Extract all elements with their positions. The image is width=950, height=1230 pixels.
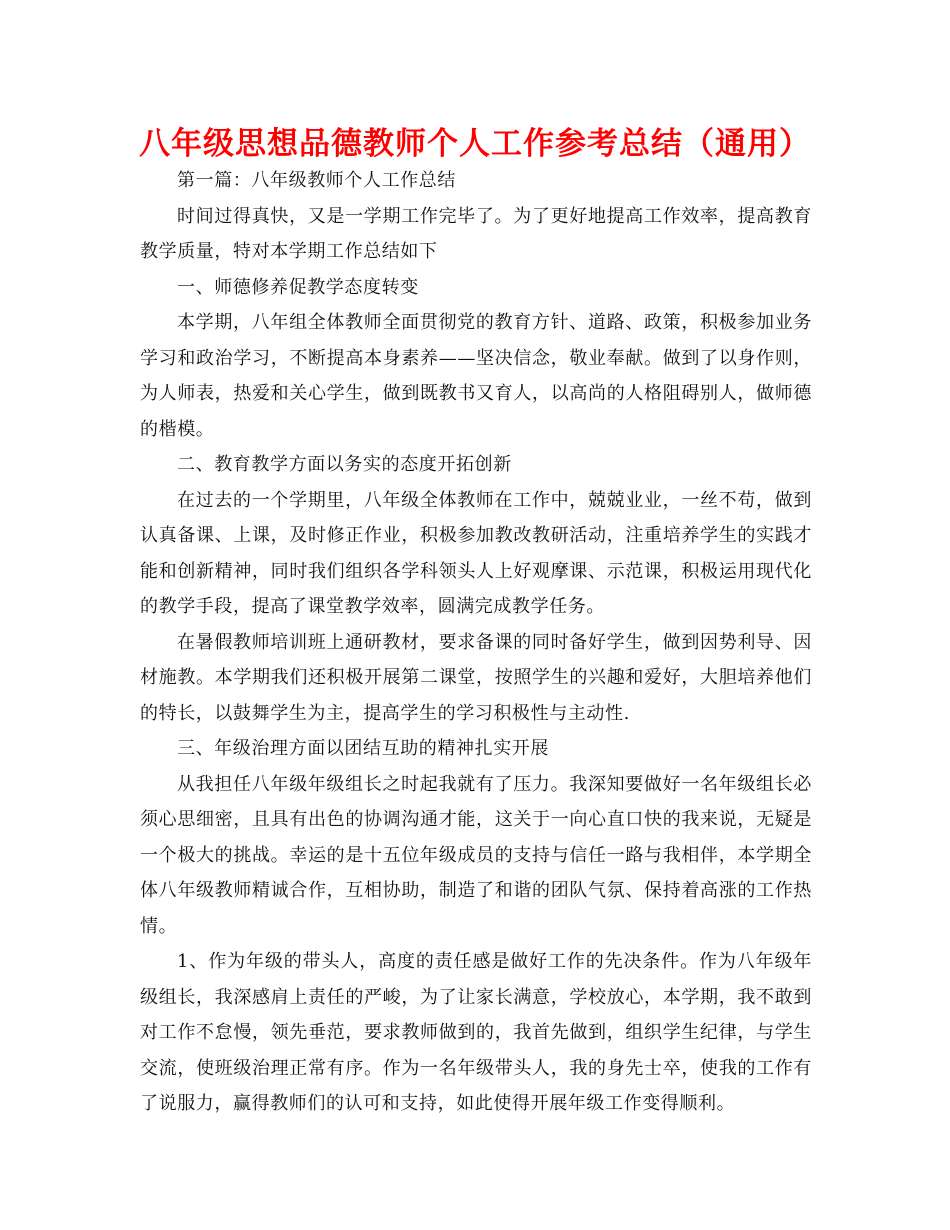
section-heading: 第一篇：八年级教师个人工作总结 (177, 170, 456, 191)
body-paragraph: 在暑假教师培训班上通研教材，要求备课的同时备好学生，做到因势利导、因材施教。本学期我们还积极开展第二课堂，按照学生的兴趣和爱好，大胆培养他们的特长，以鼓舞学生为主，提高学生的学习积极性与主动性. (140, 631, 812, 724)
body-paragraph: 本学期，八年组全体教师全面贯彻党的教育方针、道路、政策，积极参加业务学习和政治学习，不断提高本身素养——坚决信念，敬业奉献。做到了以身作则，为人师表，热爱和关心学生，做到既教书又育人，以高尚的人格阻碍别人，做师德的楷模。 (140, 312, 812, 440)
body-paragraph: 时间过得真快，又是一学期工作完毕了。为了更好地提高工作效率，提高教育教学质量，特对本学期工作总结如下 (140, 205, 812, 262)
section-heading: 一、师德修养促教学态度转变 (177, 276, 419, 298)
body-paragraph: 从我担任八年级年级组长之时起我就有了压力。我深知要做好一名年级组长必须心思细密，且具有出色的协调沟通才能，这关于一向心直口快的我来说，无疑是一个极大的挑战。幸运的是十五位年级成员的支持与信任一路与我相伴，本学期全体八年级教师精诚合作，互相协助，制造了和谐的团队气氛、保持着高涨的工作热情。 (140, 773, 812, 937)
document-title: 八年级思想品德教师个人工作参考总结（通用） (139, 126, 811, 162)
section-heading: 二、教育教学方面以务实的态度开拓创新 (177, 454, 512, 475)
body-paragraph: 1、作为年级的带头人，高度的责任感是做好工作的先决条件。作为八年级年级组长，我深感肩上责任的严峻，为了让家长满意，学校放心，本学期，我不敢到对工作不怠慢，领先垂范，要求教师做到的，我首先做到，组织学生纪律，与学生交流，使班级治理正常有序。作为一名年级带头人，我的身先士卒，使我的工作有了说服力，赢得教师们的认可和支持，如此使得开展年级工作变得顺利。 (140, 951, 812, 1114)
section-heading: 三、年级治理方面以团结互助的精神扎实开展 (177, 738, 549, 759)
document-body (140, 163, 812, 1122)
body-paragraph: 在过去的一个学期里，八年级全体教师在工作中，兢兢业业，一丝不苟，做到认真备课、上课，及时修正作业，积极参加教改教研活动，注重培养学生的实践才能和创新精神，同时我们组织各学科领头人上好观摩课、示范课，积极运用现代化的教学手段，提高了课堂教学效率，圆满完成教学任务。 (140, 489, 812, 617)
